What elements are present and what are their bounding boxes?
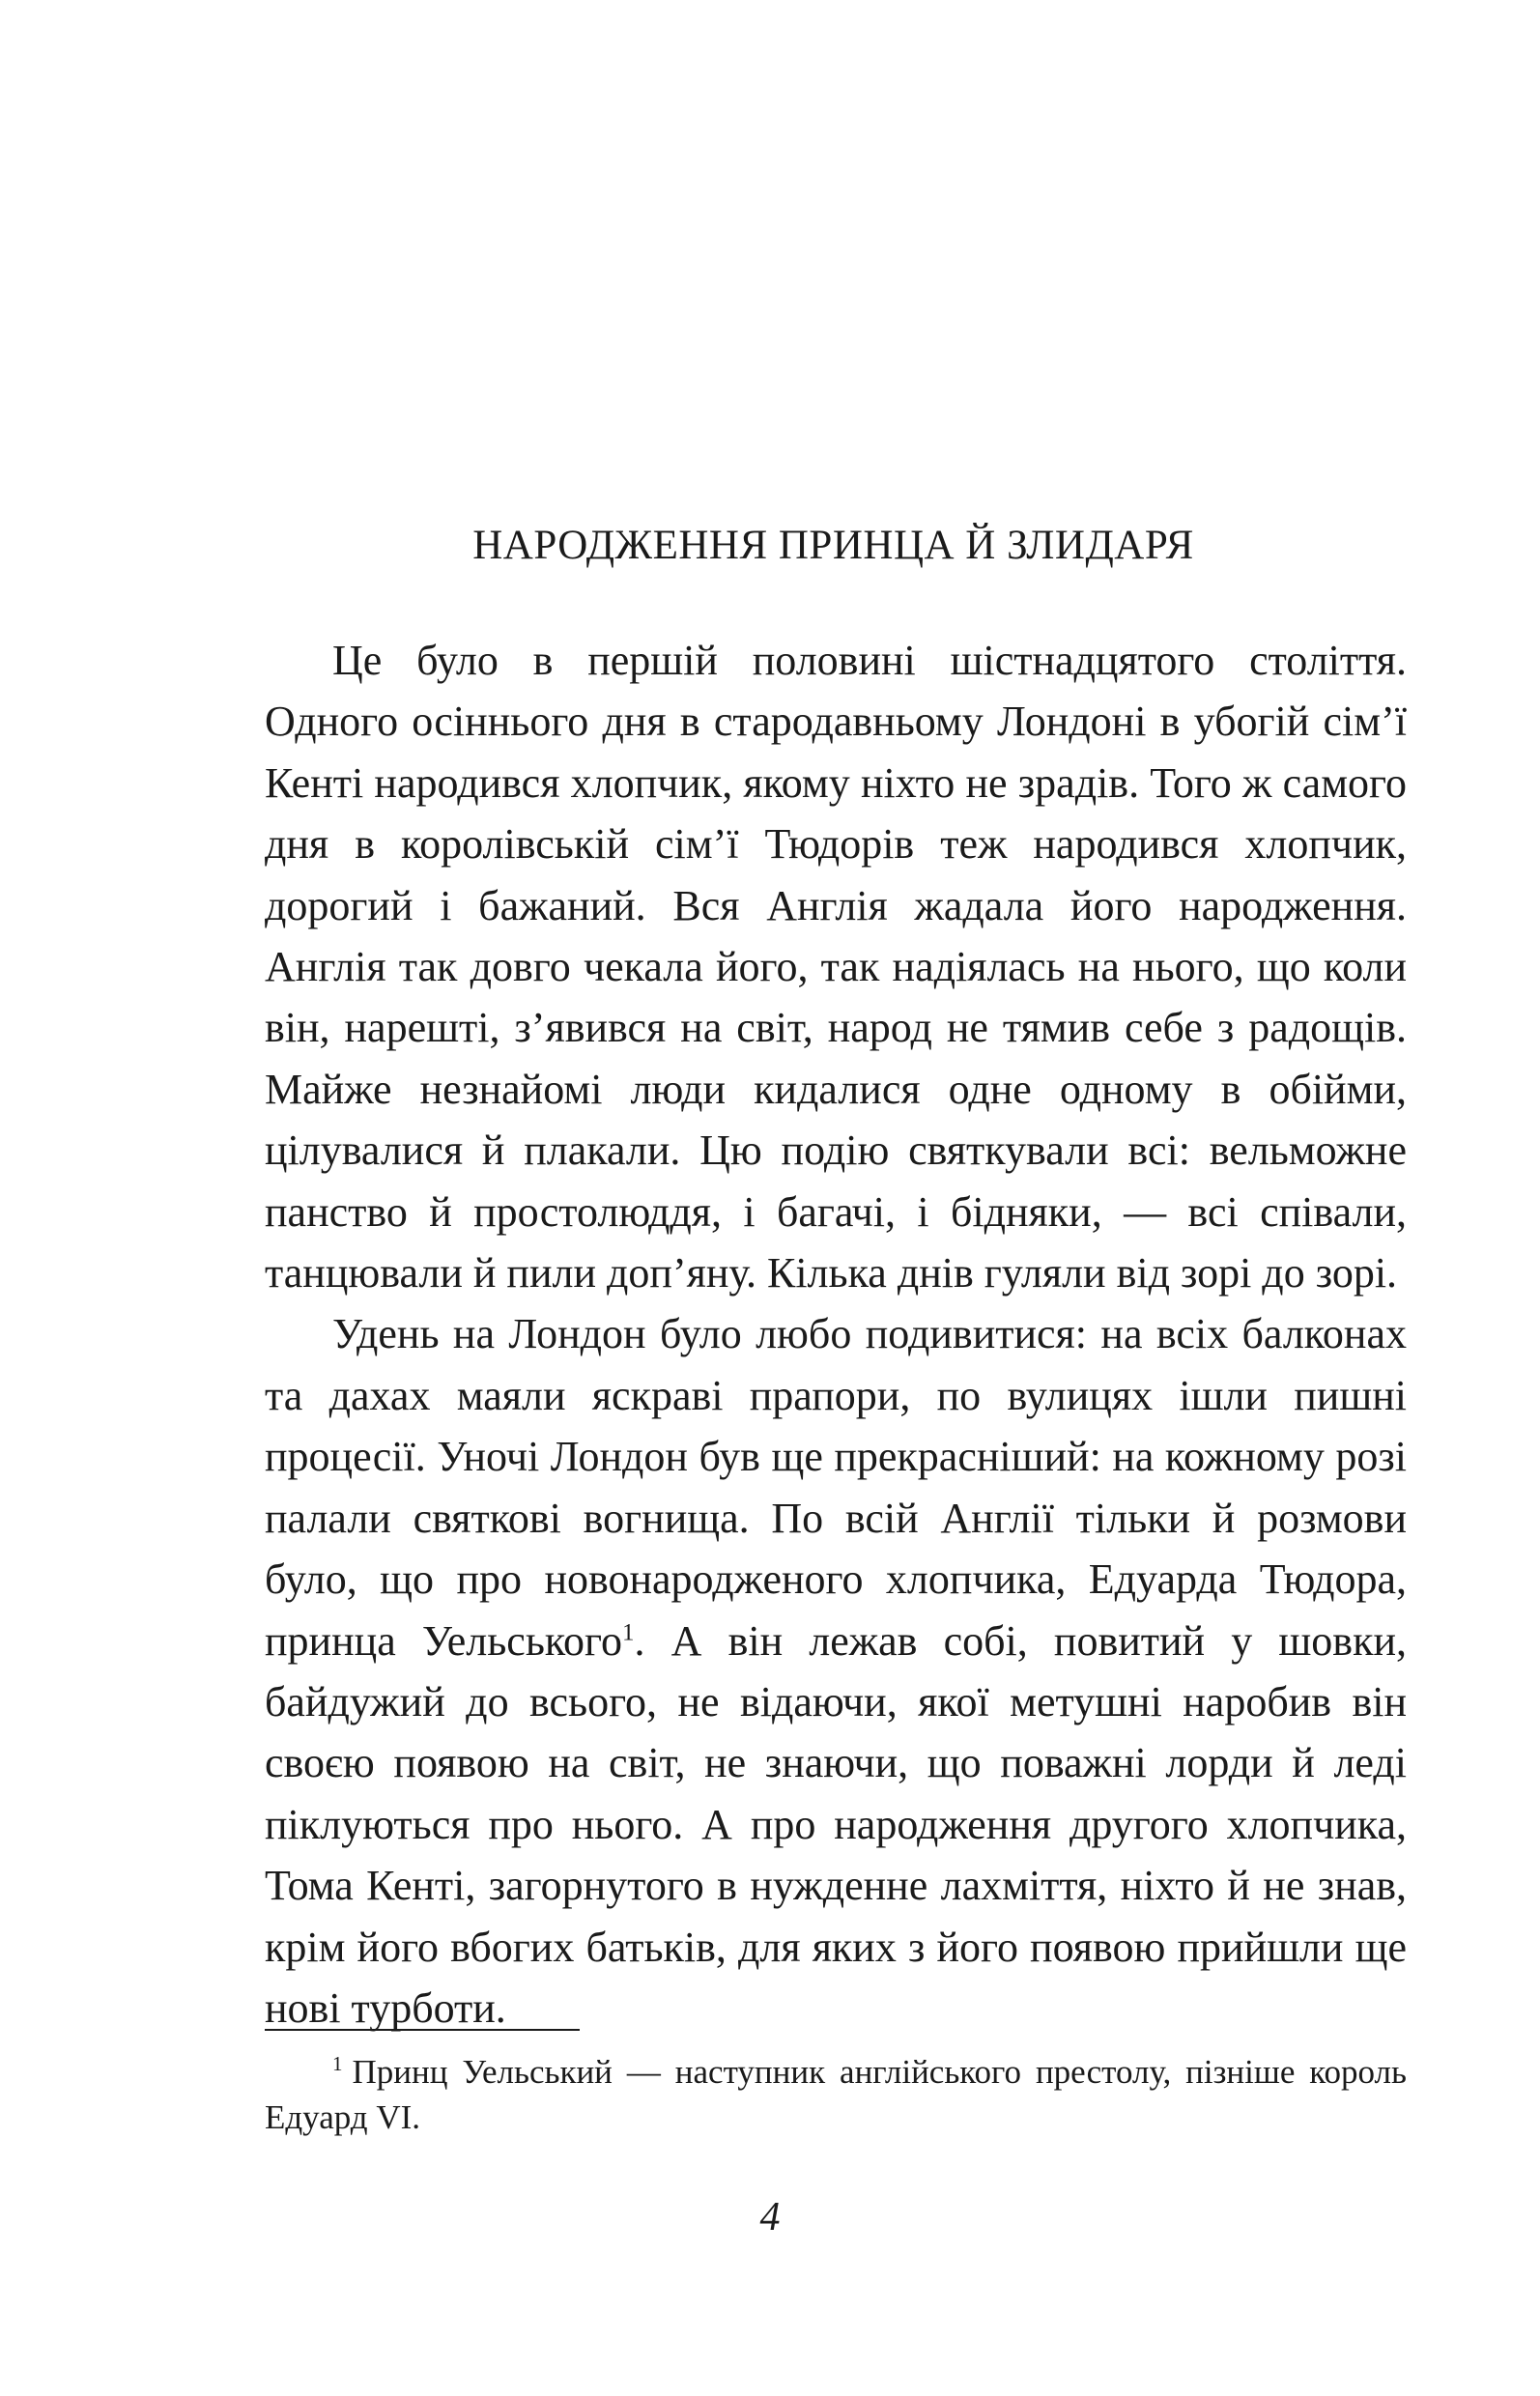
paragraph-1: Це було в першій половині шістнадцятого століття. Одного осіннього дня в стародавньому Лондоні в убогій сім’ї Кенті народився хлопчик, якому ніхто не зрадів. Того ж самого дня в королівській сім’ї Тюдорів теж народився хлопчик, дорогий і бажаний. Вся Англія жадала його народження. Англія так довго чекала його, так надіялась на нього, що коли він, нарешті, з’явився на світ, народ не тямив себе з радощів. Майже незнайомі люди кидалися одне одному в обійми, цілувалися й плакали. Цю подію святкували всі: вельможне панство й простолюддя, і багачі, і бідняки, — всі співали, танцювали й пили доп’яну. Кілька днів гуляли від зорі до зорі. <box>265 637 1407 1298</box>
footnote-text: Принц Уельський — наступник англійського престолу, пізніше король Едуард VI. <box>265 2053 1407 2136</box>
page-number: 4 <box>759 2195 781 2239</box>
paragraph-2 <box>265 1303 1407 2039</box>
footnote <box>265 2049 1407 2140</box>
footnote-mark: 1 <box>332 2052 343 2076</box>
footnote-reference[interactable]: 1 <box>621 1618 635 1645</box>
paragraph-2-text-before: Удень на Лондон було любо подивитися: на всіх балконах та дахах маяли яскраві прапори, по вулицях ішли пишні процесії. Уночі Лондон був ще прекрасніший: на кожному розі палали святкові вогнища. По всій Англії тільки й розмови було, що про новонародженого хлопчика, Едуарда Тюдора, принца Уельського <box>265 1310 1407 1665</box>
footnote-divider <box>265 2029 580 2031</box>
chapter-body <box>265 630 1407 2039</box>
paragraph-2-text-after: . А він лежав собі, повитий у шовки, байдужий до всього, не відаючи, якої метушні наробив він своєю появою на світ, не знаючи, що поважні лорди й леді піклуються про нього. А про народження другого хлопчика, Тома Кенті, загорнутого в нужденне лахміття, ніхто й не знав, крім його вбогих батьків, для яких з його появою прийшли ще нові турботи. <box>265 1616 1407 2032</box>
chapter-title: НАРОДЖЕННЯ ПРИНЦА Й ЗЛИДАРЯ <box>472 523 1194 568</box>
